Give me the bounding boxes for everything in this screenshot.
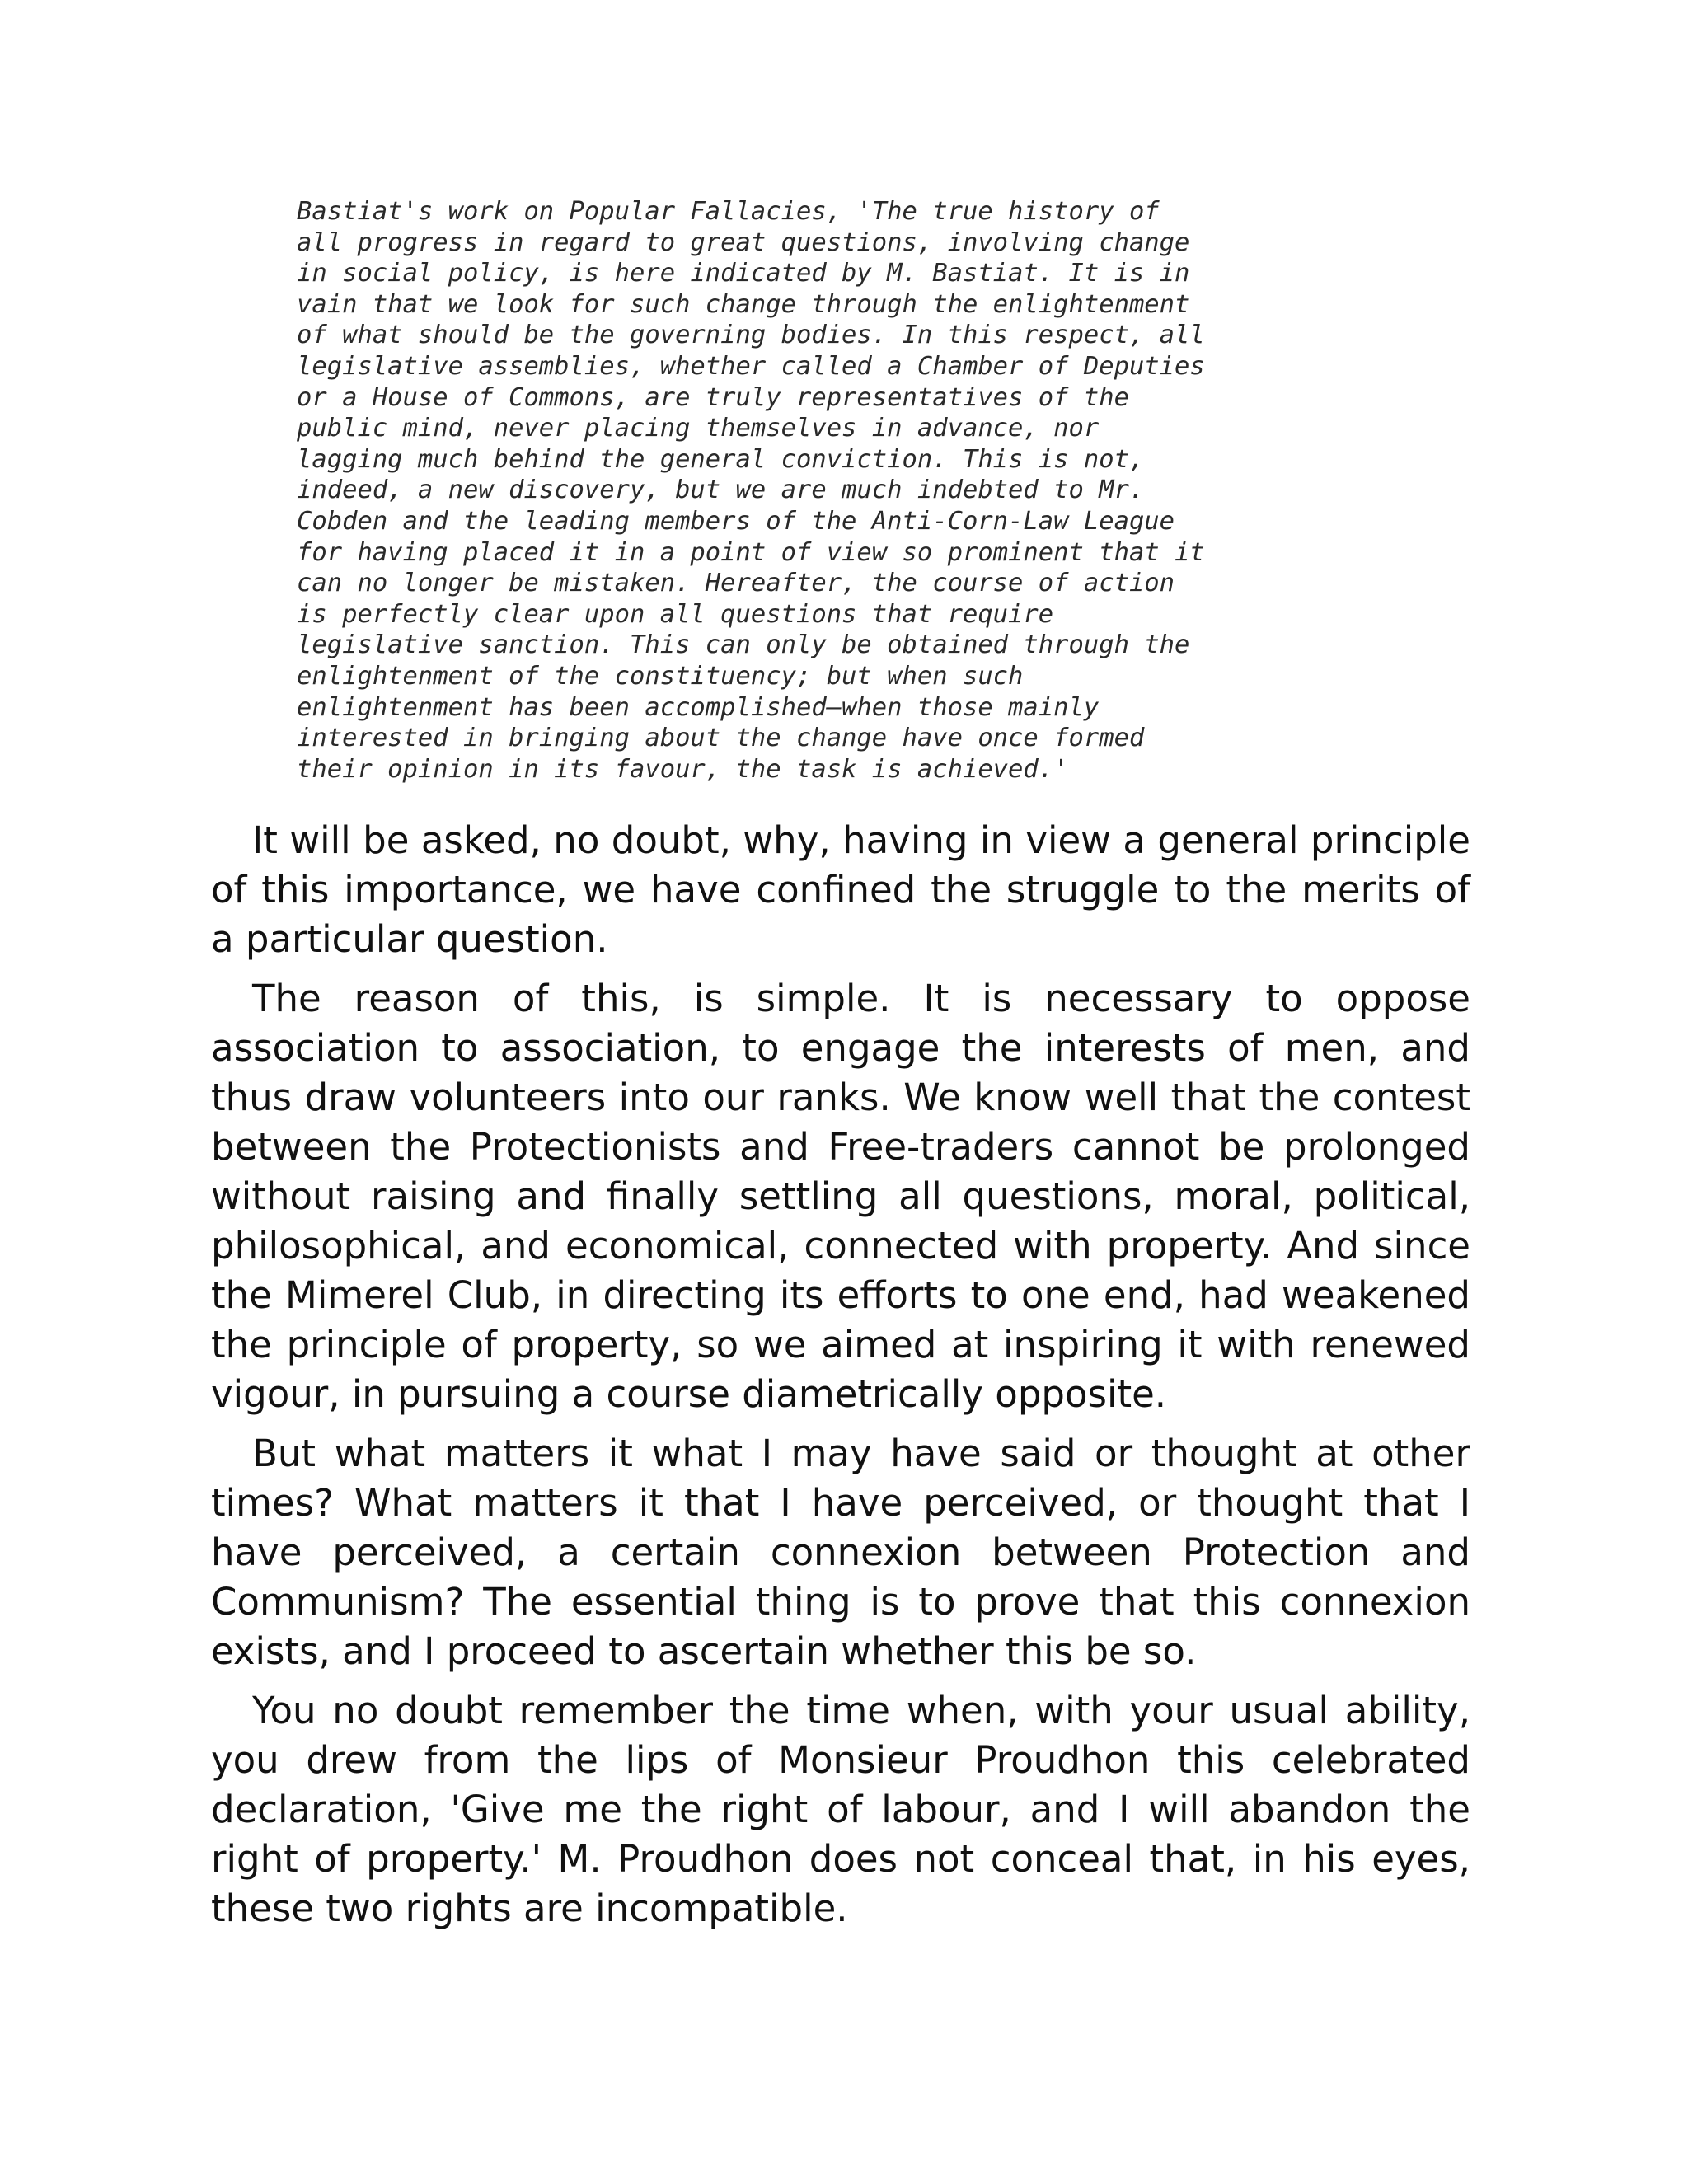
quote-line: Bastiat's work on Popular Fallacies, 'The true history of <box>297 197 1160 226</box>
quote-line: legislative sanction. This can only be obtained through the <box>297 630 1190 660</box>
quote-line: of what should be the governing bodies. In this respect, all <box>297 321 1205 350</box>
paragraph: It will be asked, no doubt, why, having in view a general principle of this importance, we have confined the struggle to the merits of a particular question. <box>211 818 1470 961</box>
quote-line: for having placed it in a point of view so prominent that it <box>297 537 1205 567</box>
quote-line: all progress in regard to great questions, involving change <box>297 227 1190 257</box>
quote-line: indeed, a new discovery, but we are much indebted to Mr. <box>297 476 1145 505</box>
quote-line: enlightenment has been accomplished—when those mainly <box>297 692 1100 722</box>
quote-line: legislative assemblies, whether called a Chamber of Deputies <box>297 351 1205 381</box>
body-text <box>211 816 1470 1943</box>
quote-line: vain that we look for such change through the enlightenment <box>297 289 1190 319</box>
quote-line: interested in bringing about the change have once formed <box>297 724 1145 753</box>
quote-line: enlightenment of the constituency; but when such <box>297 661 1024 691</box>
quote-line: is perfectly clear upon all questions that require <box>297 599 1054 629</box>
block-quote <box>297 196 1401 785</box>
quote-line: lagging much behind the general conviction. This is not, <box>297 444 1145 474</box>
quote-line: can no longer be mistaken. Hereafter, the course of action <box>297 569 1175 598</box>
quote-line: Cobden and the leading members of the Anti-Corn-Law League <box>297 506 1175 536</box>
quote-line: their opinion in its favour, the task is achieved.' <box>297 754 1069 784</box>
paragraph: The reason of this, is simple. It is necessary to oppose association to association, to engage the interests of men, and thus draw volunteers into our ranks. We know well that the contest between the Protectionists and Free-traders cannot be prolonged without raising and finally settling all questions, moral, political, philosophical, and economical, connected with property. And since the Mimerel Club, in directing its efforts to one end, had weakened the principle of property, so we aimed at inspiring it with renewed vigour, in pursuing a course diametrically opposite. <box>211 977 1470 1416</box>
quote-line: public mind, never placing themselves in advance, nor <box>297 414 1100 443</box>
paragraph: But what matters it what I may have said or thought at other times? What matters it that I have perceived, or thought that I have perceived, a certain connexion between Protection and Communism? The essential thing is to prove that this connexion exists, and I proceed to ascertain whether this be so. <box>211 1432 1470 1673</box>
quote-line: or a House of Commons, are truly representatives of the <box>297 382 1129 412</box>
quote-line: in social policy, is here indicated by M. Bastiat. It is in <box>297 259 1190 288</box>
paragraph: You no doubt remember the time when, with your usual ability, you drew from the lips of Monsieur Proudhon this celebrated declaration, 'Give me the right of labour, and I will abandon the right of property.' M. Proudhon does not conceal that, in his eyes, these two rights are incompatible. <box>211 1689 1470 1930</box>
